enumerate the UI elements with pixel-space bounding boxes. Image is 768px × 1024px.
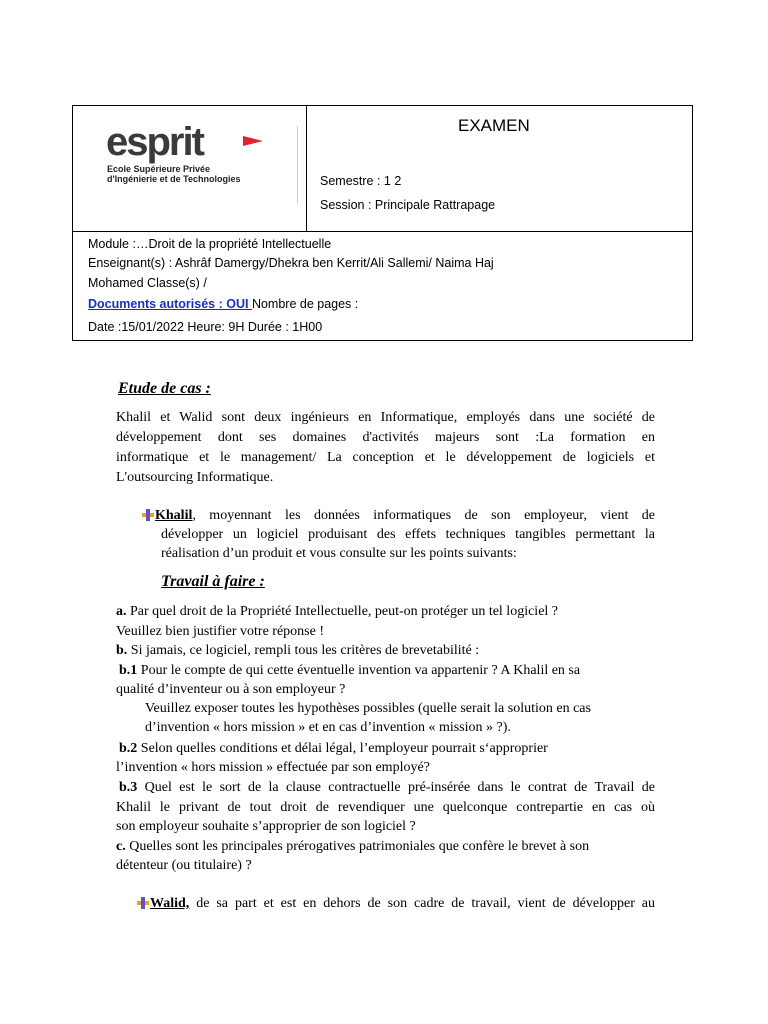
khalil-text-1: , moyennant les données informatiques de son employeur, vient de [192,508,655,523]
esprit-logo: esprit [106,120,203,164]
question-c-text: Quelles sont les principales prérogatives patrimoniales que confère le brevet à son [125,839,590,854]
semestre: Semestre : 1 2 [320,174,402,188]
work-title: Travail à faire : [161,573,265,590]
documents-allowed: Documents autorisés : OUI [88,297,252,311]
logo-subtitle-line2: d'Ingénierie et de Technologies [107,174,241,184]
exam-header-table [72,105,693,341]
question-b1-line-4: d’invention « hors mission » et en cas d’invention « mission » ?). [145,720,511,735]
question-b3 [119,778,655,798]
question-b1-line-3: Veuillez exposer toutes les hypothèses possibles (quelle serait la solution en cas [145,701,591,716]
walid-line-1 [150,894,655,914]
intro-line-1: Khalil et Walid sont deux ingénieurs en Informatique, employés dans une société de [116,410,655,425]
question-b2-line-2: l’invention « hors mission » effectuée par son employé? [116,760,430,775]
question-b1-label: b.1 [119,663,138,678]
question-c-line-2: détenteur (ou titulaire) ? [116,858,252,873]
table-divider-horizontal [73,231,692,232]
question-b1-line-2: qualité d’inventeur ou à son employeur ? [116,682,346,697]
question-b3-line-3: son employeur souhaite s’approprier de son logiciel ? [116,819,416,834]
question-a-label: a. [116,604,127,619]
logo-subtitle-line1: Ecole Supérieure Privée [107,164,211,174]
exam-title: EXAMEN [458,116,530,135]
module-line: Module :…Droit de la propriété Intellectuelle [88,237,332,251]
session: Session : Principale Rattrapage [320,198,496,212]
question-b1 [119,661,580,681]
walid-name: Walid, [150,896,190,911]
walid-text-1: de sa part et est en dehors de son cadre de travail, vient de développer au [189,896,655,911]
question-b2 [119,739,548,759]
question-a-text: Par quel droit de la Propriété Intellectuelle, peut-on protéger un tel logiciel ? [126,604,559,619]
logo-divider [297,126,298,204]
question-b-label: b. [116,643,128,658]
question-c [116,837,589,857]
question-c-label: c. [116,839,126,854]
question-a [116,602,558,622]
question-a-line-2: Veuillez bien justifier votre réponse ! [116,624,324,639]
question-b3-line-2: Khalil le privant de tout droit de revendiquer une quelconque contrepartie en cas où [116,800,655,815]
intro-line-4: L'outsourcing Informatique. [116,470,274,485]
documents-line [88,297,358,311]
teachers-line: Enseignant(s) : Ashrâf Damergy/Dhekra ben Kerrit/Ali Sallemi/ Naima Haj [88,256,494,270]
logo-flag-icon [243,136,263,146]
table-divider-vertical [306,106,307,232]
case-study-title: Etude de cas : [118,380,211,397]
classes-line: Mohamed Classe(s) / [88,276,207,290]
question-b3-text: Quel est le sort de la clause contractuelle pré-insérée dans le contrat de Travail de [137,780,655,795]
question-b2-text: Selon quelles conditions et délai légal, l’employeur pourrait s‘approprier [137,741,548,756]
intro-line-3: informatique et le management/ La conception et le développement de logiciels et [116,450,655,465]
khalil-line-3: réalisation d’un produit et vous consulte sur les points suivants: [161,546,517,561]
question-b-text: Si jamais, ce logiciel, rempli tous les critères de brevetabilité : [127,643,480,658]
question-b1-text: Pour le compte de qui cette éventuelle invention va appartenir ? A Khalil en sa [137,663,581,678]
khalil-name: Khalil [155,508,193,523]
khalil-line-1 [155,506,655,526]
page-count: Nombre de pages : [251,297,359,311]
bullet-plus-icon [137,897,149,909]
question-b [116,641,479,661]
date-line: Date :15/01/2022 Heure: 9H Durée : 1H00 [88,320,323,334]
question-b2-label: b.2 [119,741,138,756]
bullet-plus-icon [142,509,154,521]
intro-line-2: développement dont ses domaines d'activités majeurs sont :La formation en [116,430,655,445]
question-b3-label: b.3 [119,780,138,795]
khalil-line-2: développer un logiciel produisant des effets techniques tangibles permettant la [161,527,655,542]
logo-cell [73,106,307,232]
